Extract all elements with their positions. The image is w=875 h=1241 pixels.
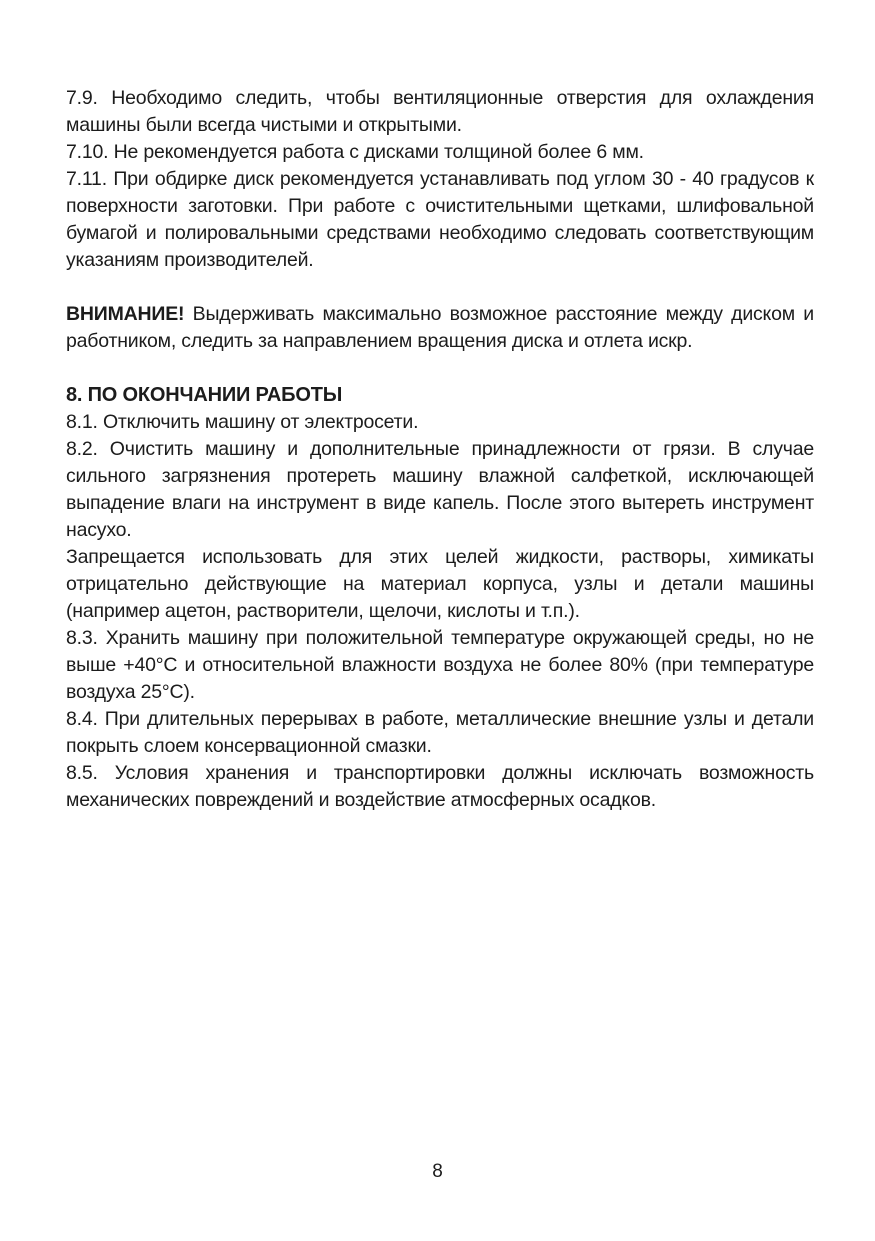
paragraph-8-1: 8.1. Отключить машину от электросети. — [66, 411, 419, 433]
paragraph-8-4: 8.4. При длительных перерывах в работе, металлические внешние узлы и детали покрыть слоем консервационной смазки. — [66, 708, 814, 757]
paragraph-8-3: 8.3. Хранить машину при положительной температуре окружающей среды, но не выше +40°С и относительной влажности воздуха не более 80% (при температуре воздуха 25°С). — [66, 627, 814, 703]
warning-label: ВНИМАНИЕ! — [66, 303, 185, 325]
paragraph-8-2: 8.2. Очистить машину и дополнительные принадлежности от грязи. В случае сильного загрязнения протереть машину влажной салфеткой, исключающей выпадение влаги на инструмент в виде капель. После этого вытереть инструмент насухо. — [66, 438, 814, 541]
section-8-heading: 8. ПО ОКОНЧАНИИ РАБОТЫ — [66, 384, 343, 406]
paragraph-7-9: 7.9. Необходимо следить, чтобы вентиляционные отверстия для охлаждения машины были всегда чистыми и открытыми. — [66, 87, 814, 136]
warning-paragraph — [66, 301, 814, 355]
page-number: 8 — [432, 1161, 443, 1182]
warning-text: Выдерживать максимально возможное расстояние между диском и работником, следить за направлением вращения диска и отлета искр. — [66, 303, 814, 352]
paragraph-7-11: 7.11. При обдирке диск рекомендуется устанавливать под углом 30 - 40 градусов к поверхности заготовки. При работе с очистительными щетками, шлифовальной бумагой и полировальными средствами необходимо следовать соответствующим указаниям производителей. — [66, 168, 814, 271]
paragraph-8-2-prohibition: Запрещается использовать для этих целей жидкости, растворы, химикаты отрицательно действующие на материал корпуса, узлы и детали машины (например ацетон, растворители, щелочи, кислоты и т.п.). — [66, 546, 814, 622]
page-body-text — [66, 85, 814, 814]
paragraph-8-5: 8.5. Условия хранения и транспортировки должны исключать возможность механических повреждений и воздействие атмосферных осадков. — [66, 762, 814, 811]
paragraph-7-10: 7.10. Не рекомендуется работа с дисками толщиной более 6 мм. — [66, 141, 644, 163]
